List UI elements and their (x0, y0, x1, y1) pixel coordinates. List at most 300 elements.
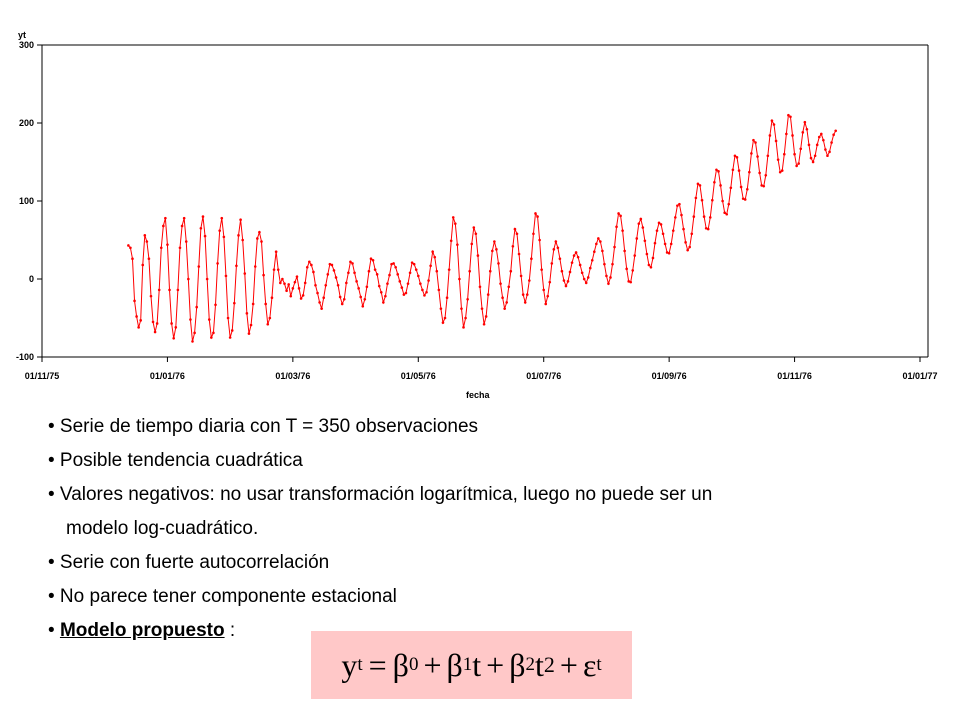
data-point (281, 278, 284, 281)
data-point (269, 317, 272, 320)
data-point (150, 295, 153, 298)
data-point (339, 296, 342, 299)
data-point (458, 278, 461, 281)
data-point (202, 215, 205, 218)
data-point (462, 326, 465, 329)
data-point (516, 232, 519, 235)
data-point (304, 282, 307, 285)
data-point (264, 303, 267, 306)
data-point (797, 162, 800, 165)
data-point (542, 289, 545, 292)
data-point (672, 229, 675, 232)
data-point (810, 157, 813, 160)
data-point (349, 261, 352, 264)
data-point (814, 154, 817, 157)
data-point (555, 240, 558, 243)
data-point (285, 289, 288, 292)
data-point (802, 131, 805, 134)
data-point (518, 253, 521, 256)
data-point (834, 130, 837, 133)
data-point (419, 282, 422, 285)
data-point (826, 154, 829, 157)
data-point (417, 275, 420, 278)
data-point (421, 289, 424, 292)
data-point (158, 289, 161, 292)
data-point (374, 268, 377, 271)
formula-sub-t-eps: t (596, 654, 602, 675)
data-point (324, 284, 327, 287)
data-point (452, 216, 455, 219)
data-point (642, 226, 645, 229)
data-point (581, 271, 584, 274)
data-point (388, 274, 391, 277)
data-point (170, 322, 173, 325)
data-point (686, 249, 689, 252)
data-point (146, 240, 149, 243)
data-point (396, 273, 399, 276)
data-point (775, 140, 778, 143)
data-point (409, 271, 412, 274)
data-point (320, 307, 323, 310)
bullet-observations: • Serie de tiempo diaria con T = 350 observaciones (48, 416, 479, 437)
data-point (450, 239, 453, 242)
data-point (302, 294, 305, 297)
bullet-negative-values-cont: modelo log-cuadrático. (66, 518, 259, 539)
data-point (762, 185, 765, 188)
data-point (345, 282, 348, 285)
data-point (275, 250, 278, 253)
data-point (491, 250, 494, 253)
data-point (573, 254, 576, 257)
data-point (746, 188, 749, 191)
data-point (333, 269, 336, 272)
data-point (223, 236, 226, 239)
formula-plus-3: + (559, 646, 578, 683)
formula-epsilon: ε (582, 646, 597, 683)
data-point (575, 251, 578, 254)
data-point (233, 302, 236, 305)
data-point (715, 169, 718, 172)
data-point (168, 289, 171, 292)
data-point (341, 303, 344, 306)
data-point (166, 243, 169, 246)
data-point (816, 144, 819, 147)
formula-sub-0: 0 (408, 654, 419, 675)
data-point (717, 170, 720, 173)
data-point (721, 200, 724, 203)
data-point (376, 273, 379, 276)
y-tick-label: 0 (28, 274, 34, 284)
bullet-trend: • Posible tendencia cuadrática (48, 450, 303, 471)
data-point (703, 215, 706, 218)
data-point (172, 337, 175, 340)
data-point (505, 301, 508, 304)
data-point (243, 272, 246, 275)
data-point (386, 282, 389, 285)
data-point (571, 261, 574, 264)
data-point (314, 284, 317, 287)
data-point (585, 282, 588, 285)
data-point (777, 158, 780, 161)
data-point (767, 154, 770, 157)
data-point (676, 204, 679, 207)
data-point (617, 212, 620, 215)
data-point (152, 321, 155, 324)
data-point (220, 217, 223, 220)
data-point (177, 289, 180, 292)
data-point (446, 296, 449, 299)
data-point (723, 211, 726, 214)
formula-eq: = (368, 646, 387, 683)
data-point (193, 332, 196, 335)
data-point (699, 184, 702, 187)
data-point (351, 262, 354, 265)
data-point (808, 144, 811, 147)
data-point (258, 231, 261, 234)
data-point (693, 215, 696, 218)
data-point (597, 237, 600, 240)
data-point (783, 153, 786, 156)
data-point (713, 181, 716, 184)
bullet-autocorrelation: • Serie con fuerte autocorrelación (48, 552, 330, 573)
data-point (355, 280, 358, 283)
data-point (530, 257, 533, 260)
y-tick-label: 300 (18, 40, 34, 50)
formula-plus-2: + (486, 646, 505, 683)
data-point (479, 286, 482, 289)
data-point (310, 264, 313, 267)
data-point (711, 199, 714, 202)
data-point (156, 322, 159, 325)
data-point (754, 141, 757, 144)
data-point (514, 228, 517, 231)
model-bullet-mark: • (48, 620, 55, 641)
data-point (756, 155, 759, 158)
data-point (734, 154, 737, 157)
data-point (638, 222, 641, 225)
data-point (613, 246, 616, 249)
data-point (644, 239, 647, 242)
data-point (227, 317, 230, 320)
data-point (218, 229, 221, 232)
data-point (546, 295, 549, 298)
x-tick-label: 01/05/76 (400, 371, 436, 381)
data-point (423, 294, 426, 297)
data-point (300, 297, 303, 300)
data-point (294, 281, 297, 284)
data-point (475, 232, 478, 235)
data-point (189, 318, 192, 321)
data-point (489, 270, 492, 273)
data-point (591, 259, 594, 262)
data-point (540, 268, 543, 271)
data-point (674, 216, 677, 219)
data-point (510, 270, 513, 273)
data-point (392, 262, 395, 265)
model-label: Modelo propuesto (59, 620, 225, 641)
data-point (456, 243, 459, 246)
data-point (283, 282, 286, 285)
data-point (601, 250, 604, 253)
data-point (758, 172, 761, 175)
data-point (730, 186, 733, 189)
model-formula (311, 631, 632, 699)
data-point (312, 271, 315, 274)
data-point (748, 171, 751, 174)
data-point (466, 298, 469, 301)
data-point (736, 156, 739, 159)
plot-frame (42, 45, 928, 357)
data-point (212, 332, 215, 335)
data-point (359, 296, 362, 299)
data-point (370, 257, 373, 260)
data-point (551, 262, 554, 265)
data-point (407, 282, 410, 285)
data-point (538, 239, 541, 242)
data-point (487, 293, 490, 296)
data-point (411, 261, 414, 264)
data-point (181, 225, 184, 228)
data-point (179, 247, 182, 250)
data-point (646, 253, 649, 256)
data-point (246, 312, 249, 315)
data-point (214, 303, 217, 306)
data-point (670, 243, 673, 246)
data-point (744, 198, 747, 201)
data-point (318, 301, 321, 304)
series-yt (127, 114, 837, 343)
data-point (640, 218, 643, 221)
data-point (239, 218, 242, 221)
data-point (298, 287, 301, 290)
formula-sub-2: 2 (525, 654, 535, 675)
data-point (520, 275, 523, 278)
formula-y: y (341, 646, 358, 683)
data-point (231, 329, 234, 332)
formula-beta2: β (509, 646, 526, 683)
data-point (210, 336, 213, 339)
data-point (619, 215, 622, 218)
data-point (378, 285, 381, 288)
data-point (785, 133, 788, 136)
data-point (382, 301, 385, 304)
data-point (435, 270, 438, 273)
y-tick-label: -100 (15, 352, 34, 362)
data-point (752, 139, 755, 142)
data-point (260, 240, 263, 243)
data-point (415, 268, 418, 271)
data-point (668, 252, 671, 255)
data-point (561, 270, 564, 273)
data-point (442, 321, 445, 324)
data-point (709, 216, 712, 219)
data-point (595, 243, 598, 246)
data-point (779, 171, 782, 174)
data-point (567, 280, 570, 283)
data-point (468, 270, 471, 273)
data-point (266, 323, 269, 326)
data-point (631, 269, 634, 272)
data-point (557, 247, 560, 250)
data-point (133, 300, 136, 303)
y-axis-title: yt (18, 30, 27, 40)
data-point (579, 264, 582, 267)
data-point (773, 123, 776, 126)
data-point (565, 285, 568, 288)
data-point (316, 292, 319, 295)
data-point (769, 134, 772, 137)
data-point (781, 169, 784, 172)
data-point (764, 174, 767, 177)
data-point (680, 214, 683, 217)
data-point (148, 257, 151, 260)
data-point (235, 264, 238, 267)
data-point (460, 307, 463, 310)
data-point (366, 286, 369, 289)
data-point (394, 266, 397, 269)
data-point (164, 217, 167, 220)
data-point (707, 228, 710, 231)
data-point (587, 276, 590, 279)
data-point (512, 245, 515, 248)
data-point (771, 119, 774, 122)
x-axis-title: fecha (466, 390, 490, 400)
data-point (804, 121, 807, 124)
data-point (277, 268, 280, 271)
data-point (273, 268, 276, 271)
data-point (656, 229, 659, 232)
data-point (405, 292, 408, 295)
data-point (271, 296, 274, 299)
data-point (532, 232, 535, 235)
data-point (200, 227, 203, 230)
data-point (812, 161, 815, 164)
data-point (183, 217, 186, 220)
data-point (799, 147, 802, 150)
data-point (611, 263, 614, 266)
formula-sup-2: 2 (543, 652, 555, 677)
data-point (824, 148, 827, 151)
data-point (398, 280, 401, 283)
data-point (485, 315, 488, 318)
data-point (241, 239, 244, 242)
data-point (553, 248, 556, 251)
data-point (497, 262, 500, 265)
x-axis (25, 357, 938, 381)
data-point (448, 268, 451, 271)
data-point (806, 128, 809, 131)
data-point (789, 115, 792, 118)
data-point (454, 222, 457, 225)
data-point (750, 152, 753, 155)
data-point (635, 237, 638, 240)
data-point (690, 232, 693, 235)
data-point (650, 266, 653, 269)
data-point (131, 257, 134, 260)
data-point (559, 257, 562, 260)
data-point (137, 326, 140, 329)
data-point (256, 237, 259, 240)
data-point (287, 283, 290, 286)
data-point (440, 307, 443, 310)
data-point (701, 199, 704, 202)
data-point (296, 275, 299, 278)
data-point (830, 141, 833, 144)
data-point (664, 243, 667, 246)
data-point (822, 139, 825, 142)
data-point (254, 265, 257, 268)
data-point (347, 271, 350, 274)
data-point (577, 256, 580, 259)
data-point (615, 225, 618, 228)
data-point (403, 293, 406, 296)
data-point (433, 256, 436, 259)
data-point (652, 257, 655, 260)
data-point (536, 215, 539, 218)
formula-plus-1: + (423, 646, 442, 683)
data-point (473, 226, 476, 229)
data-point (204, 235, 207, 238)
data-point (144, 234, 147, 237)
data-point (654, 242, 657, 245)
y-tick-label: 200 (18, 118, 34, 128)
data-point (139, 319, 142, 322)
data-point (353, 271, 356, 274)
data-point (832, 133, 835, 136)
data-point (289, 295, 292, 298)
bullet-negative-values: • Valores negativos: no usar transformación logarítmica, luego no puede ser un (48, 484, 713, 505)
data-point (206, 278, 209, 281)
data-point (499, 282, 502, 285)
data-point (625, 268, 628, 271)
data-point (481, 307, 484, 310)
data-point (688, 246, 691, 249)
data-point (361, 305, 364, 308)
data-point (154, 331, 157, 334)
data-point (795, 165, 798, 168)
data-point (629, 281, 632, 284)
data-point (250, 324, 253, 327)
formula-t1: t (472, 646, 482, 683)
formula-beta1: β (446, 646, 463, 683)
bullet-list (48, 410, 948, 648)
data-point (583, 278, 586, 281)
data-point (229, 336, 232, 339)
data-point (380, 291, 383, 294)
data-point (727, 203, 730, 206)
y-tick-label: 100 (18, 196, 34, 206)
data-point (129, 247, 132, 250)
data-point (470, 243, 473, 246)
data-point (528, 279, 531, 282)
y-axis (16, 40, 42, 362)
data-point (791, 134, 794, 137)
data-point (633, 254, 636, 257)
data-point (544, 303, 547, 306)
data-point (697, 183, 700, 186)
data-point (501, 296, 504, 299)
data-point (534, 212, 537, 215)
data-point (648, 264, 651, 267)
data-point (695, 197, 698, 200)
data-point (507, 286, 510, 289)
data-point (141, 264, 144, 267)
data-point (413, 263, 416, 266)
bullet-seasonal: • No parece tener componente estacional (48, 586, 397, 607)
data-point (503, 307, 506, 310)
data-point (427, 279, 430, 282)
data-point (526, 293, 529, 296)
